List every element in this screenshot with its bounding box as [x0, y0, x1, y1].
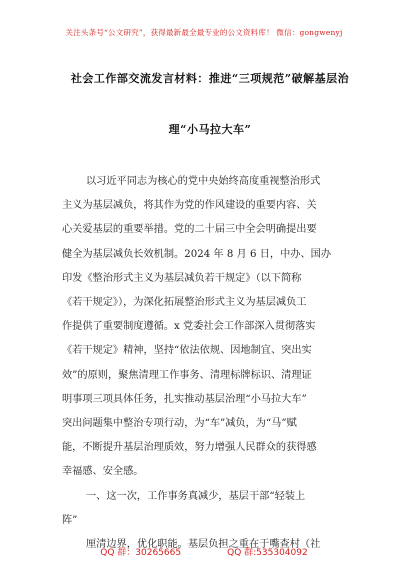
- body-line: 《若干规定》精神，坚持“依法依规、因地制宜、突出实: [62, 345, 312, 356]
- body-line: 效”的原则，聚焦清理工作事务、清理标牌标识、清理证: [62, 370, 312, 381]
- body-line: 以习近平同志为核心的党中央始终高度重视整治形式: [86, 176, 321, 187]
- header-note: 关注头条号“公文研究”，获得最新最全最专业的公文资料库！ 微信：gongwenyj: [65, 28, 343, 37]
- section-heading-line: 一、这一次，工作事务真减少，基层干部“轻装上: [86, 491, 306, 502]
- body-line: 印发《整治形式主义为基层减负若干规定》（以下简称: [62, 273, 302, 284]
- document-title-line-1: 社会工作部交流发言材料：推进“三项规范”破解基层治: [70, 72, 350, 85]
- body-line: 明事项三项具体任务，扎实推动基层治理“小马拉大车”: [62, 394, 307, 405]
- footer-qq-group-2: QQ 群:535304092: [227, 548, 308, 558]
- body-line: 幸福感、安全感。: [62, 466, 144, 477]
- document-title-line-2: 理“小马拉大车”: [168, 123, 252, 136]
- body-line: 能，不断提升基层治理质效，努力增强人民群众的获得感: [62, 442, 317, 453]
- body-line: 心关爱基层的重要举措。党的二十届三中全会明确提出要: [62, 224, 317, 235]
- body-line: 作提供了重要制度遵循。x 党委社会工作部深入贯彻落实: [62, 321, 316, 332]
- section-heading-line: 阵”: [62, 515, 78, 526]
- body-line: 突出问题集中整治专项行动，为“车”减负，为“马”赋: [62, 418, 297, 429]
- body-line: 健全为基层减负长效机制。2024 年 8 月 6 日，中办、国办: [62, 249, 332, 260]
- footer: [0, 545, 408, 558]
- body-line: 主义为基层减负，将其作为党的作风建设的重要内容、关: [62, 200, 317, 211]
- body-line: 厘清边界，优化职能。基层负担之重在于嘴查村（社: [86, 539, 321, 550]
- footer-qq-group-1: QQ 群：30265665: [100, 548, 182, 558]
- body-line: 《若干规定》），为深化拓展整治形式主义为基层减负工: [62, 297, 307, 308]
